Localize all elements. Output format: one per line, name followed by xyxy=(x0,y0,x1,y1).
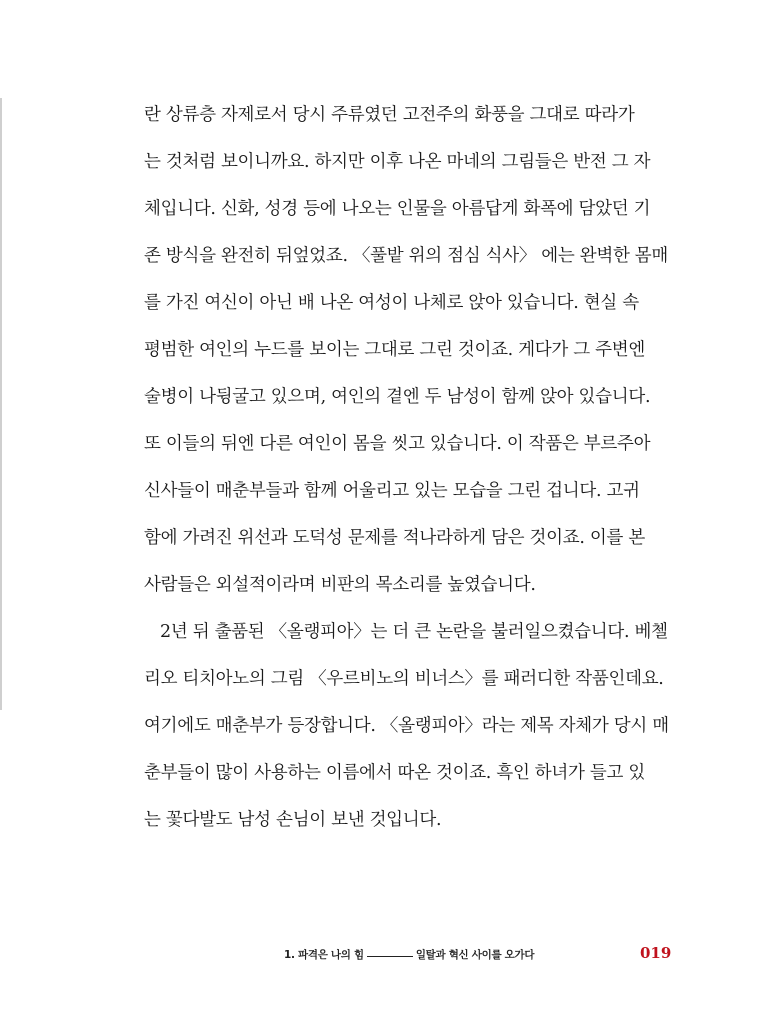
text-line: 는 꽃다발도 남성 손님이 보낸 것입니다. xyxy=(144,810,442,830)
page-footer xyxy=(0,944,768,968)
running-head-divider xyxy=(367,956,413,957)
text-line: 사람들은 외설적이라며 비판의 목소리를 높였습니다. xyxy=(144,575,536,595)
text-line: 란 상류층 자제로서 당시 주류였던 고전주의 화풍을 그대로 따라가 xyxy=(144,105,635,125)
text-line: 체입니다. 신화, 성경 등에 나오는 인물을 아름답게 화폭에 담았던 기 xyxy=(144,199,651,219)
body-text xyxy=(144,92,668,844)
text-line: 를 가진 여신이 아닌 배 나온 여성이 나체로 앉아 있습니다. 현실 속 xyxy=(144,293,639,313)
text-line: 여기에도 매춘부가 등장합니다. 〈올랭피아〉라는 제목 자체가 당시 매 xyxy=(144,716,669,736)
text-line: 는 것처럼 보이니까요. 하지만 이후 나온 마네의 그림들은 반전 그 자 xyxy=(144,152,651,172)
left-edge-rule xyxy=(0,98,2,710)
text-line: 춘부들이 많이 사용하는 이름에서 따온 것이죠. 흑인 하녀가 들고 있 xyxy=(144,763,645,783)
text-line: 존 방식을 완전히 뒤엎었죠. 〈풀밭 위의 점심 식사〉 에는 완벽한 몸매 xyxy=(144,246,669,266)
paragraph-start-line: 2년 뒤 출품된 〈올랭피아〉는 더 큰 논란을 불러일으켰습니다. 베첼 xyxy=(160,622,668,642)
chapter-title: 1. 파격은 나의 힘 xyxy=(284,949,364,961)
running-head xyxy=(284,947,534,962)
section-title: 일탈과 혁신 사이를 오가다 xyxy=(415,949,535,961)
text-line: 리오 티치아노의 그림 〈우르비노의 비너스〉를 패러디한 작품인데요. xyxy=(144,669,664,689)
page-number: 019 xyxy=(640,944,672,962)
text-line: 술병이 나뒹굴고 있으며, 여인의 곁엔 두 남성이 함께 앉아 있습니다. xyxy=(144,387,651,407)
text-line: 신사들이 매춘부들과 함께 어울리고 있는 모습을 그린 겁니다. 고귀 xyxy=(144,481,640,501)
text-line: 평범한 여인의 누드를 보이는 그대로 그린 것이죠. 게다가 그 주변엔 xyxy=(144,340,645,360)
text-line: 함에 가려진 위선과 도덕성 문제를 적나라하게 담은 것이죠. 이를 본 xyxy=(144,528,645,548)
text-line: 또 이들의 뒤엔 다른 여인이 몸을 씻고 있습니다. 이 작품은 부르주아 xyxy=(144,434,651,454)
